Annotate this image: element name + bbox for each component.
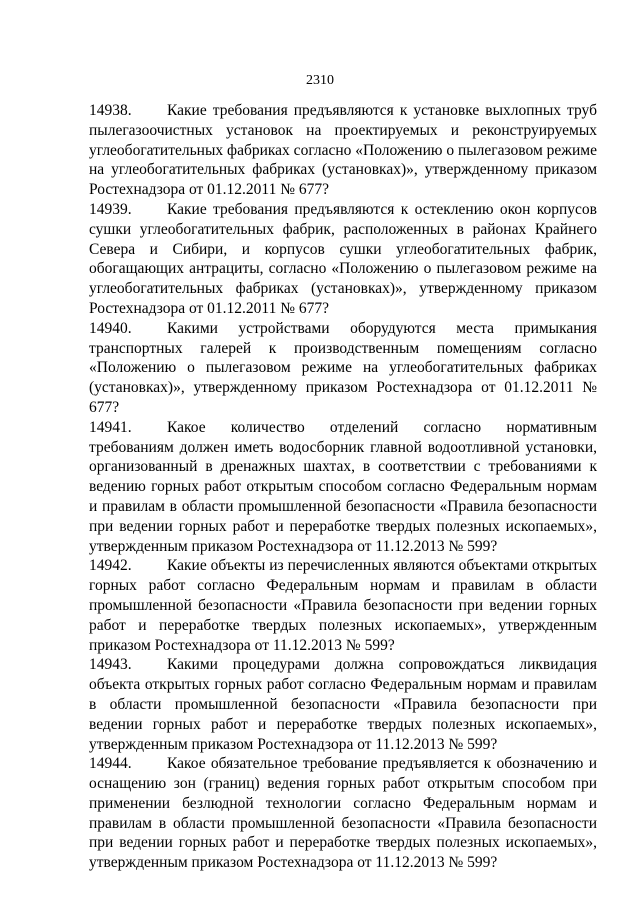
question-14938 xyxy=(89,101,597,200)
question-list xyxy=(89,101,597,873)
question-number: 14938. xyxy=(89,102,132,119)
question-text: Какими устройствами оборудуются места примыкания транспортных галерей к производственным помещениям согласно «Положению о пылегазовом режиме на углеобогатительных фабриках (установках)», утвержденному приказом Ростехнадзора от 01.12.2011 № 677? xyxy=(89,319,597,416)
question-text: Какие требования предъявляются к установке выхлопных труб пылегазоочистных установок на проектируемых и реконструируемых углеобогатительных фабриках согласно «Положению о пылегазовом режиме на углеобогатительных фабриках (установках)», утвержденному приказом Ростехнадзора от 01.12.2011 № 677? xyxy=(89,102,597,199)
page-number: 2310 xyxy=(306,73,334,88)
question-text: Какое количество отделений согласно нормативным требованиям должен иметь водосборник главной водоотливной установки, организованный в дренажных шахтах, в соответствии с требованиями к ведению горных работ открытым способом согласно Федеральным нормам и правилам в области промышленной безопасности «Правила безопасности при ведении горных работ и переработке твердых полезных ископаемых», утвержденным приказом Ростехнадзора от 11.12.2013 № 599? xyxy=(89,418,597,555)
question-14940 xyxy=(89,319,597,418)
question-number: 14944. xyxy=(89,755,132,773)
question-text: Какие объекты из перечисленных являются объектами открытых горных работ согласно Федеральным нормам и правилам в области промышленной безопасности «Правила безопасности при ведении горных работ и переработке твердых полезных ископаемых», утвержденным приказом Ростехнадзора от 11.12.2013 № 599? xyxy=(89,557,597,654)
question-number: 14939. xyxy=(89,200,132,218)
question-14939 xyxy=(89,200,597,319)
question-14942 xyxy=(89,556,597,655)
question-number: 14942. xyxy=(89,557,132,575)
question-14943 xyxy=(89,655,597,754)
question-14944 xyxy=(89,754,597,873)
question-number: 14943. xyxy=(89,656,132,674)
question-number: 14940. xyxy=(89,319,132,337)
question-text: Какими процедурами должна сопровождаться ликвидация объекта открытых горных работ согласно Федеральным нормам и правилам в области промышленной безопасности «Правила безопасности при ведении горных работ и переработке твердых полезных ископаемых», утвержденным приказом Ростехнадзора от 11.12.2013 № 599? xyxy=(89,656,597,753)
question-number: 14941. xyxy=(89,418,132,436)
question-text: Какие требования предъявляются к остеклению окон корпусов сушки углеобогатительных фабрик, расположенных в районах Крайнего Севера и Сибири, и корпусов сушки углеобогатительных фабрик, обогащающих антрациты, согласно «Положению о пылегазовом режиме на углеобогатительных фабриках (установках)», утвержденному приказом Ростехнадзора от 01.12.2011 № 677? xyxy=(89,200,597,317)
question-text: Какое обязательное требование предъявляется к обозначению и оснащению зон (границ) ведения горных работ открытым способом при применении безлюдной технологии согласно Федеральным нормам и правилам в области промышленной безопасности «Правила безопасности при ведении горных работ и переработке твердых полезных ископаемых», утвержденным приказом Ростехнадзора от 11.12.2013 № 599? xyxy=(89,755,597,872)
question-14941 xyxy=(89,418,597,557)
